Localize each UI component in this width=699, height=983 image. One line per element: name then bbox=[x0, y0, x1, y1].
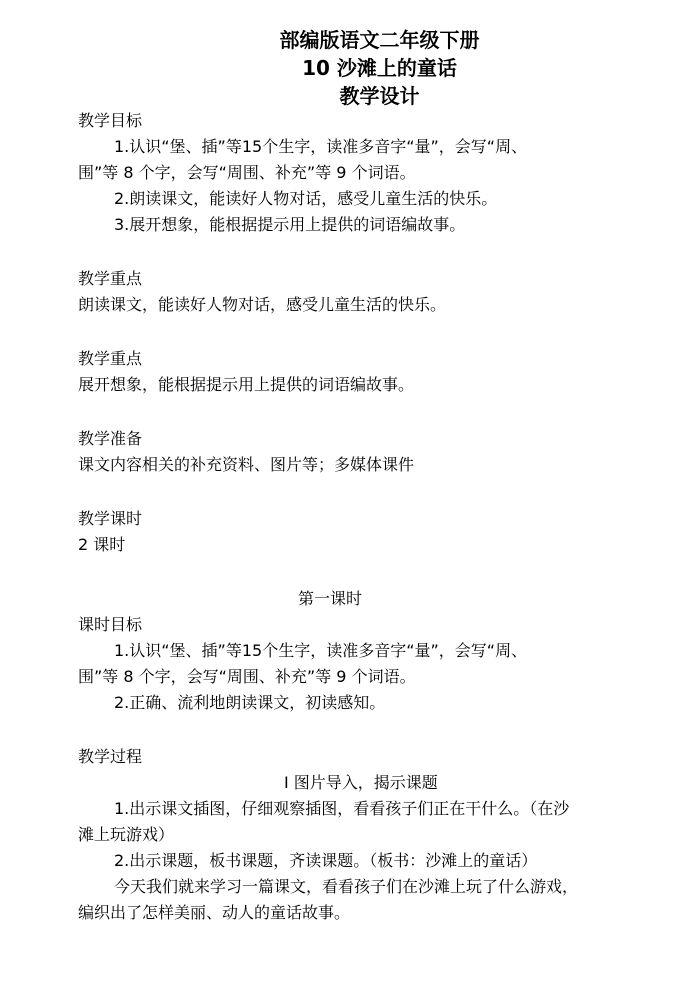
objective-2: 2.朗读课文，能读好人物对话，感受儿童生活的快乐。 bbox=[114, 189, 498, 208]
lesson-goal-1-line-a: 1.认识“堡、插”等15个生字，读准多音字“量”，会写“周、 bbox=[114, 641, 528, 660]
title-lesson: 10 沙滩上的童话 bbox=[302, 56, 457, 80]
objective-3: 3.展开想象，能根据提示用上提供的词语编故事。 bbox=[114, 215, 466, 234]
step-one-heading: Ⅰ 图片导入，揭示课题 bbox=[284, 773, 438, 792]
step-3-line-a: 今天我们就来学习一篇课文，看看孩子们在沙滩上玩了什么游戏， bbox=[114, 877, 579, 896]
lesson-goal-2: 2.正确、流利地朗读课文，初读感知。 bbox=[114, 693, 386, 712]
difficult-points-text: 展开想象，能根据提示用上提供的词语编故事。 bbox=[78, 375, 415, 394]
key-points-text: 朗读课文，能读好人物对话，感受儿童生活的快乐。 bbox=[78, 295, 447, 314]
difficult-points-heading: 教学重点 bbox=[78, 349, 143, 368]
class-hours-heading: 教学课时 bbox=[78, 509, 143, 528]
preparation-text: 课文内容相关的补充资料、图片等；多媒体课件 bbox=[78, 455, 415, 474]
preparation-heading: 教学准备 bbox=[78, 429, 143, 448]
spacer bbox=[78, 398, 658, 426]
objective-1-line-b: 围”等 8 个字，会写“周围、补充”等 9 个词语。 bbox=[78, 163, 416, 182]
key-points-heading: 教学重点 bbox=[78, 269, 143, 288]
objective-1-line-a: 1.认识“堡、插”等15个生字，读准多音字“量”，会写“周、 bbox=[114, 137, 528, 156]
objectives-heading: 教学目标 bbox=[78, 111, 143, 130]
title-design: 教学设计 bbox=[339, 84, 420, 108]
lesson-goals-heading: 课时目标 bbox=[78, 615, 143, 634]
step-1-line-a: 1.出示课文插图，仔细观察插图，看看孩子们正在干什么。（在沙 bbox=[114, 799, 570, 818]
document-title bbox=[0, 26, 699, 110]
spacer bbox=[78, 558, 658, 586]
title-grade: 部编版语文二年级下册 bbox=[279, 28, 480, 52]
step-1-line-b: 滩上玩游戏） bbox=[78, 825, 175, 844]
document-body bbox=[78, 108, 658, 926]
spacer bbox=[78, 318, 658, 346]
lesson-one-heading: 第一课时 bbox=[298, 589, 363, 608]
lesson-goal-1-line-b: 围”等 8 个字，会写“周围、补充”等 9 个词语。 bbox=[78, 667, 416, 686]
spacer bbox=[78, 478, 658, 506]
class-hours-text: 2 课时 bbox=[78, 535, 126, 554]
step-3-line-b: 编织出了怎样美丽、动人的童话故事。 bbox=[78, 903, 351, 922]
spacer bbox=[78, 238, 658, 266]
spacer bbox=[78, 716, 658, 744]
step-2: 2.出示课题，板书课题，齐读课题。（板书：沙滩上的童话） bbox=[114, 851, 538, 870]
process-heading: 教学过程 bbox=[78, 747, 143, 766]
